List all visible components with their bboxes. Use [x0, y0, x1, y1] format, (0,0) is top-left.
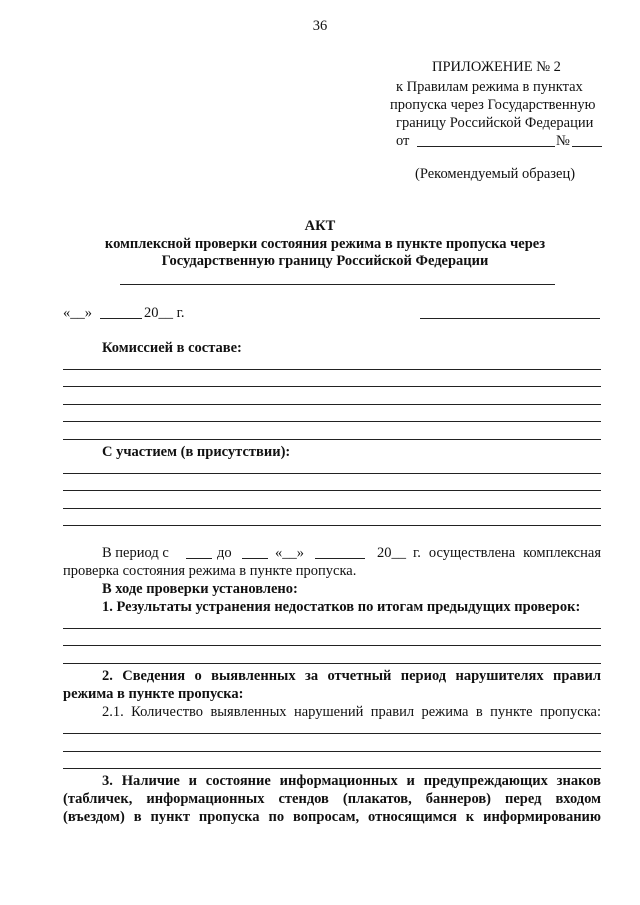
section-1-line-1: [63, 628, 601, 629]
section-1-line-3: [63, 663, 601, 664]
act-subtitle-2: Государственную границу Российской Федерации: [161, 253, 489, 269]
established-label: В ходе проверки установлено:: [102, 581, 298, 597]
section-3-line-1: 3. Наличие и состояние информационных и предупреждающих знаков: [102, 773, 601, 789]
appendix-title: ПРИЛОЖЕНИЕ № 2: [432, 59, 561, 75]
date-day: «__»: [63, 305, 92, 321]
section-3-line-3: (въездом) в пункт пропуска по вопросам, относящимся к информированию: [63, 809, 601, 825]
date-year: 20__ г.: [144, 305, 185, 321]
period-month-blank: [315, 558, 365, 559]
appendix-date-blank: [417, 146, 555, 147]
participation-line-1: [63, 473, 601, 474]
appendix-line-1: к Правилам режима в пунктах: [396, 79, 583, 95]
section-2-line-3: [63, 768, 601, 769]
participation-line-2: [63, 490, 601, 491]
place-blank: [420, 318, 600, 319]
period-text-a: В период с: [102, 545, 169, 561]
commission-line-4: [63, 421, 601, 422]
period-text-d: 20__: [377, 545, 406, 561]
page-number: 36: [312, 18, 328, 34]
section-1-line-2: [63, 645, 601, 646]
appendix-line-2: пропуска через Государственную: [390, 97, 596, 113]
sample-note: (Рекомендуемый образец): [415, 166, 576, 182]
section-3-line-2: (табличек, информационных стендов (плакатов, баннеров) перед входом: [63, 791, 601, 807]
act-subtitle-1: комплексной проверки состояния режима в пункте пропуска через: [104, 236, 546, 252]
period-text-b: до: [217, 545, 232, 561]
commission-line-2: [63, 386, 601, 387]
period-text-c: «__»: [275, 545, 304, 561]
participation-line-3: [63, 508, 601, 509]
period-from-blank: [186, 558, 212, 559]
section-1-heading: 1. Результаты устранения недостатков по итогам предыдущих проверок:: [102, 599, 581, 615]
date-month-blank: [100, 318, 142, 319]
period-line-2: проверка состояния режима в пункте пропуска.: [63, 563, 357, 579]
period-text-e: г. осуществлена комплексная: [413, 545, 601, 561]
commission-label: Комиссией в составе:: [102, 340, 242, 356]
section-2-line-2: [63, 751, 601, 752]
period-to-blank: [242, 558, 268, 559]
section-2-1-text: 2.1. Количество выявленных нарушений правил режима в пункте пропуска:: [102, 704, 601, 720]
act-title: АКТ: [304, 218, 336, 234]
act-title-underline: [120, 284, 555, 285]
section-2-heading-1: 2. Сведения о выявленных за отчетный период нарушителях правил: [102, 668, 601, 684]
participation-line-4: [63, 525, 601, 526]
section-2-line-1: [63, 733, 601, 734]
participation-label: С участием (в присутствии):: [102, 444, 291, 460]
appendix-line-3: границу Российской Федерации: [396, 115, 594, 131]
commission-line-1: [63, 369, 601, 370]
section-2-heading-2: режима в пункте пропуска:: [63, 686, 244, 702]
commission-line-5: [63, 439, 601, 440]
appendix-number-label: №: [556, 133, 570, 149]
appendix-number-blank: [572, 146, 602, 147]
commission-line-3: [63, 404, 601, 405]
appendix-date-prefix: от: [396, 133, 410, 149]
